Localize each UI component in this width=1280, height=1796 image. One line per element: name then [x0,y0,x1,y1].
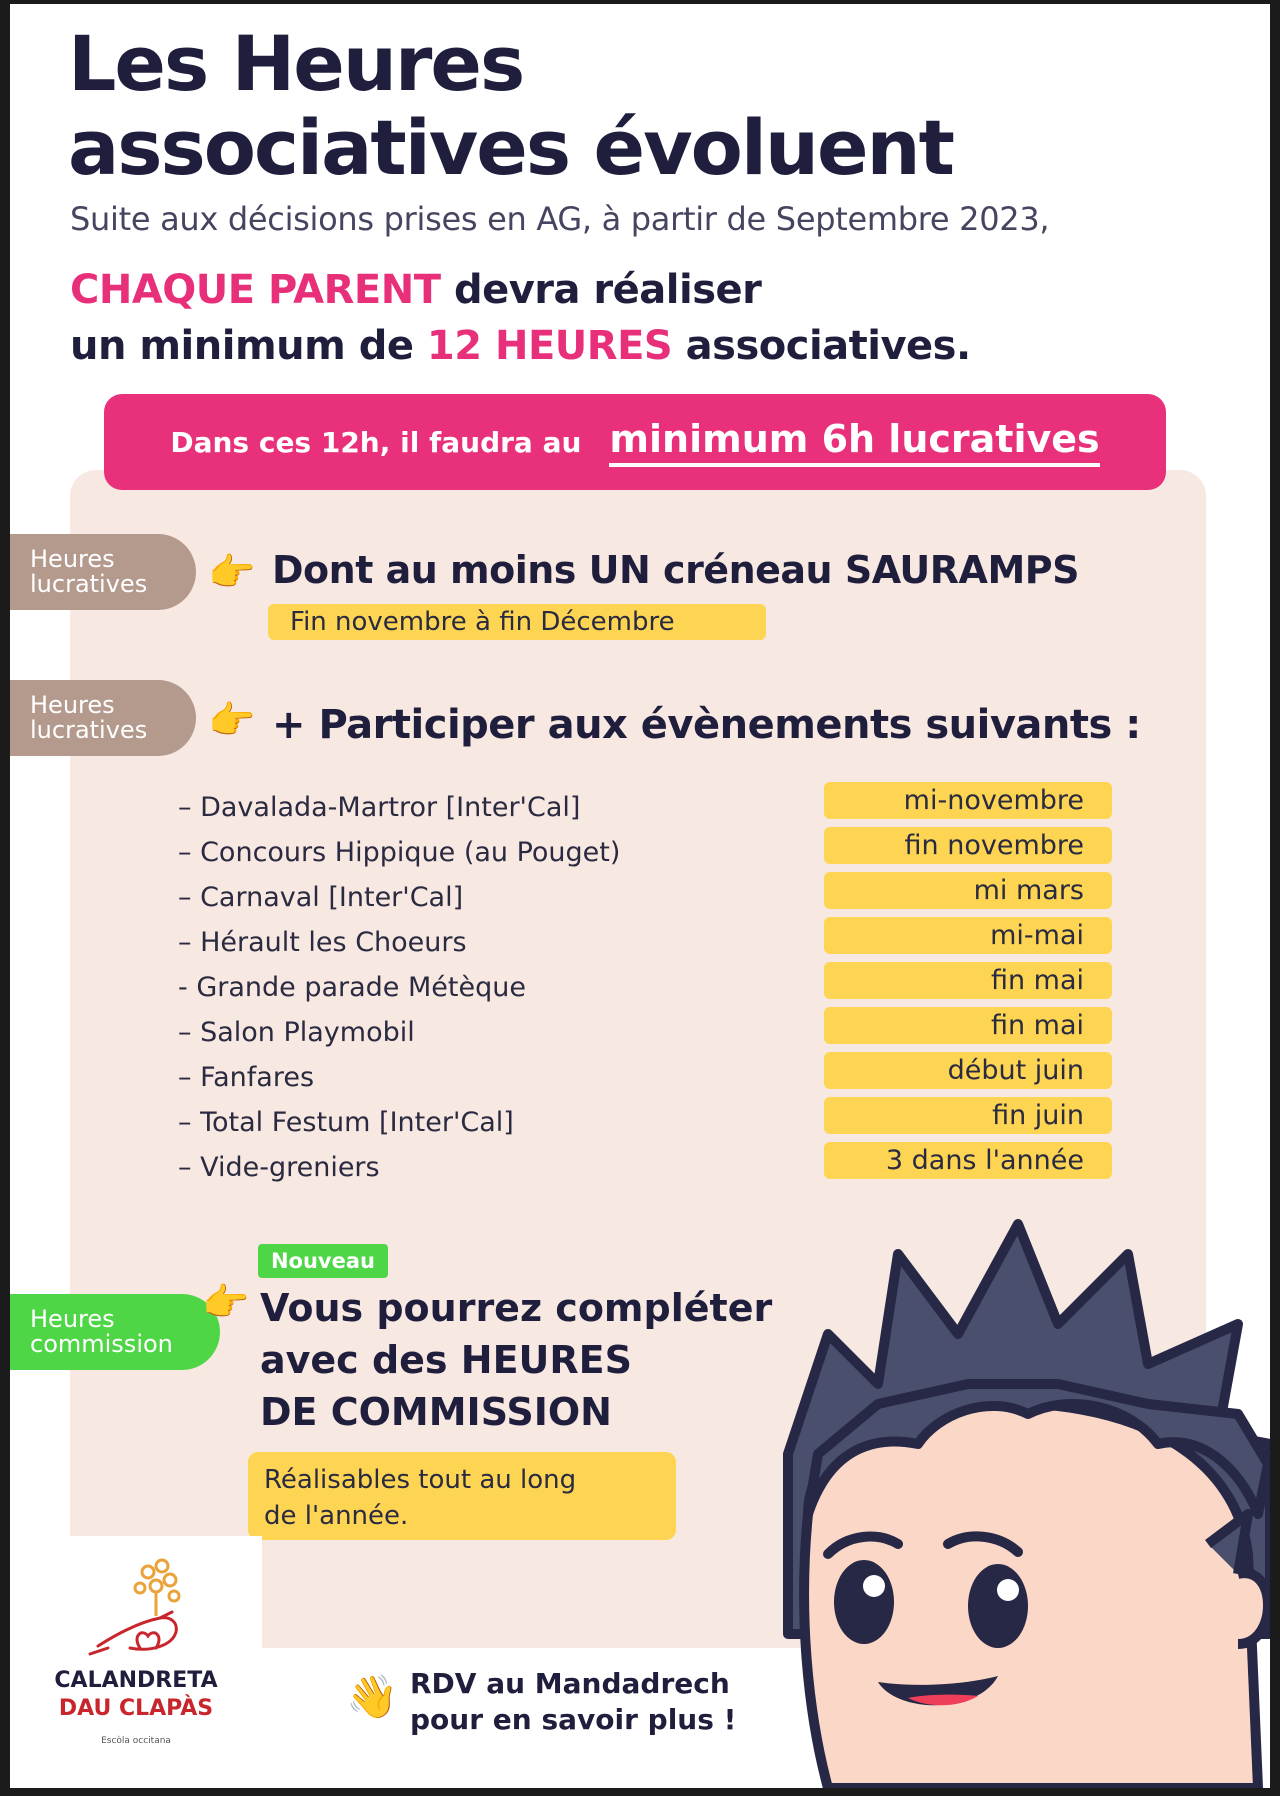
commission-line-1: Vous pourrez compléter [260,1286,773,1330]
tag-line-2: lucratives [30,570,148,598]
event-name: - Grande parade Métèque [178,972,526,1003]
commission-line-3: DE COMMISSION [260,1390,612,1434]
event-date: mi-novembre [824,782,1112,819]
rdv-line-2: pour en savoir plus ! [410,1703,737,1736]
bird-logo-icon [10,1536,262,1666]
lead-text-2: un minimum de [70,323,427,369]
event-date: fin mai [824,1007,1112,1044]
event-name: – Carnaval [Inter'Cal] [178,882,464,913]
tag-heures-lucratives-1 [10,534,196,610]
event-name: – Total Festum [Inter'Cal] [178,1107,514,1138]
event-date: mi-mai [824,917,1112,954]
banner-big-text: minimum 6h lucratives [609,417,1099,467]
event-name: – Fanfares [178,1062,315,1093]
logo-name-1: CALANDRETA [54,1668,218,1693]
rdv-text [410,1666,736,1738]
events-heading: + Participer aux évènements suivants : [272,702,1141,748]
tag-line-2: commission [30,1330,173,1358]
event-date: début juin [824,1052,1112,1089]
tag-line-1: Heures [30,545,115,573]
event-name: – Salon Playmobil [178,1017,415,1048]
tag-heures-commission [10,1294,220,1370]
pointing-hand-icon: 👉 [208,698,256,742]
poster [10,4,1270,1788]
sauramps-heading: Dont au moins UN créneau SAURAMPS [272,548,1079,592]
event-date: mi mars [824,872,1112,909]
event-date: fin novembre [824,827,1112,864]
pointing-hand-icon: 👉 [202,1280,250,1324]
event-date: 3 dans l'année [824,1142,1112,1179]
tag-heures-lucratives-2 [10,680,196,756]
sauramps-period: Fin novembre à fin Décembre [268,604,766,640]
commission-note [248,1452,676,1540]
banner-small-text: Dans ces 12h, il faudra au [170,425,582,459]
note-line-2: de l'année. [264,1501,409,1531]
logo-name-2: DAU CLAPÀS [58,1696,214,1721]
calandreta-logo [10,1536,262,1788]
commission-text [260,1282,772,1438]
lead-statement [70,262,971,374]
tag-line-1: Heures [30,691,115,719]
event-date: fin juin [824,1097,1112,1134]
lead-highlight-hours: 12 HEURES [426,323,673,369]
minimum-banner [104,394,1166,490]
tag-line-2: lucratives [30,716,148,744]
commission-line-2: avec des HEURES [260,1338,632,1382]
rdv-line-1: RDV au Mandadrech [410,1667,730,1700]
title-line-2: associatives évoluent [68,103,953,192]
nouveau-badge: Nouveau [258,1244,388,1278]
lead-text-3: associatives. [672,323,971,369]
waving-hand-icon: 👋 [346,1672,399,1721]
event-name: – Concours Hippique (au Pouget) [178,837,621,868]
subtitle: Suite aux décisions prises en AG, à partir de Septembre 2023, [70,200,1050,238]
title-line-1: Les Heures [68,19,524,108]
event-name: – Vide-greniers [178,1152,380,1183]
note-line-1: Réalisables tout au long [264,1465,577,1495]
event-name: – Hérault les Choeurs [178,927,467,958]
pointing-hand-icon: 👉 [208,550,256,594]
event-date: fin mai [824,962,1112,999]
event-name: – Davalada-Martror [Inter'Cal] [178,792,581,823]
lead-highlight-parent: CHAQUE PARENT [70,267,441,313]
lead-text-1: devra réaliser [440,267,762,313]
mascot-boy-illustration [768,1214,1270,1788]
tag-line-1: Heures [30,1305,115,1333]
logo-tagline: Escòla occitana [101,1736,171,1746]
page-title [68,19,953,192]
